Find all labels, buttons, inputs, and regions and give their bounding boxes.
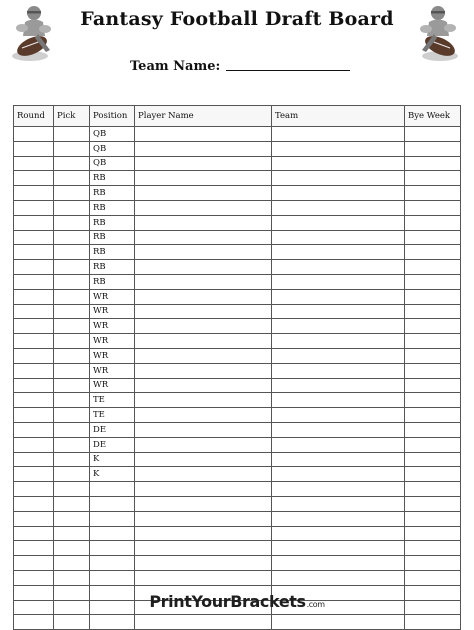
bye-week-cell[interactable] xyxy=(405,467,461,482)
round-cell[interactable] xyxy=(14,156,54,171)
bye-week-cell[interactable] xyxy=(405,245,461,260)
table-row xyxy=(14,186,461,201)
table-row xyxy=(14,127,461,142)
table-row xyxy=(14,319,461,334)
table-row xyxy=(14,141,461,156)
player-name-cell[interactable] xyxy=(135,437,272,452)
position-cell: RB xyxy=(90,186,135,201)
round-cell[interactable] xyxy=(14,319,54,334)
column-header-team: Team xyxy=(272,106,405,127)
position-cell: TE xyxy=(90,408,135,423)
table-row xyxy=(14,200,461,215)
player-name-cell[interactable] xyxy=(135,156,272,171)
table-row xyxy=(14,496,461,511)
bye-week-cell[interactable] xyxy=(405,408,461,423)
team-cell[interactable] xyxy=(272,408,405,423)
position-cell: RB xyxy=(90,230,135,245)
table-row xyxy=(14,526,461,541)
team-cell[interactable] xyxy=(272,171,405,186)
table-row xyxy=(14,452,461,467)
bye-week-cell[interactable] xyxy=(405,393,461,408)
position-cell: WR xyxy=(90,334,135,349)
round-cell[interactable] xyxy=(14,215,54,230)
team-cell[interactable] xyxy=(272,482,405,497)
position-cell: K xyxy=(90,467,135,482)
round-cell[interactable] xyxy=(14,437,54,452)
bye-week-cell[interactable] xyxy=(405,348,461,363)
pick-cell[interactable] xyxy=(54,230,90,245)
team-cell[interactable] xyxy=(272,304,405,319)
position-cell: TE xyxy=(90,393,135,408)
brand-name: PrintYourBrackets xyxy=(149,592,306,611)
player-name-cell[interactable] xyxy=(135,245,272,260)
pick-cell[interactable] xyxy=(54,556,90,571)
player-name-cell[interactable] xyxy=(135,378,272,393)
player-name-cell[interactable] xyxy=(135,452,272,467)
bye-week-cell[interactable] xyxy=(405,127,461,142)
round-cell[interactable] xyxy=(14,526,54,541)
bye-week-cell[interactable] xyxy=(405,215,461,230)
draft-board-table xyxy=(13,105,461,630)
bye-week-cell[interactable] xyxy=(405,615,461,630)
bye-week-cell[interactable] xyxy=(405,511,461,526)
bye-week-cell[interactable] xyxy=(405,363,461,378)
pick-cell[interactable] xyxy=(54,363,90,378)
pick-cell[interactable] xyxy=(54,452,90,467)
pick-cell[interactable] xyxy=(54,141,90,156)
position-cell xyxy=(90,615,135,630)
round-cell[interactable] xyxy=(14,245,54,260)
position-cell xyxy=(90,570,135,585)
team-cell[interactable] xyxy=(272,156,405,171)
pick-cell[interactable] xyxy=(54,319,90,334)
position-cell: RB xyxy=(90,215,135,230)
table-row xyxy=(14,511,461,526)
player-name-cell[interactable] xyxy=(135,274,272,289)
table-row xyxy=(14,570,461,585)
column-header-pick: Pick xyxy=(54,106,90,127)
player-name-cell[interactable] xyxy=(135,348,272,363)
round-cell[interactable] xyxy=(14,304,54,319)
table-row xyxy=(14,541,461,556)
player-name-cell[interactable] xyxy=(135,260,272,275)
bye-week-cell[interactable] xyxy=(405,496,461,511)
round-cell[interactable] xyxy=(14,615,54,630)
position-cell: WR xyxy=(90,289,135,304)
table-row xyxy=(14,215,461,230)
bye-week-cell[interactable] xyxy=(405,171,461,186)
bye-week-cell[interactable] xyxy=(405,260,461,275)
player-name-cell[interactable] xyxy=(135,422,272,437)
position-cell: RB xyxy=(90,274,135,289)
pick-cell[interactable] xyxy=(54,467,90,482)
position-cell: WR xyxy=(90,378,135,393)
team-name-field xyxy=(130,58,350,74)
player-name-cell[interactable] xyxy=(135,526,272,541)
table-row xyxy=(14,556,461,571)
pick-cell[interactable] xyxy=(54,260,90,275)
player-name-cell[interactable] xyxy=(135,334,272,349)
team-cell[interactable] xyxy=(272,230,405,245)
team-cell[interactable] xyxy=(272,274,405,289)
team-cell[interactable] xyxy=(272,452,405,467)
bye-week-cell[interactable] xyxy=(405,141,461,156)
pick-cell[interactable] xyxy=(54,496,90,511)
team-cell[interactable] xyxy=(272,422,405,437)
position-cell: K xyxy=(90,452,135,467)
round-cell[interactable] xyxy=(14,260,54,275)
position-cell xyxy=(90,511,135,526)
table-row xyxy=(14,467,461,482)
player-name-cell[interactable] xyxy=(135,186,272,201)
column-header-position: Position xyxy=(90,106,135,127)
round-cell[interactable] xyxy=(14,141,54,156)
team-cell[interactable] xyxy=(272,615,405,630)
team-cell[interactable] xyxy=(272,186,405,201)
bye-week-cell[interactable] xyxy=(405,437,461,452)
pick-cell[interactable] xyxy=(54,393,90,408)
team-cell[interactable] xyxy=(272,541,405,556)
bye-week-cell[interactable] xyxy=(405,541,461,556)
player-name-cell[interactable] xyxy=(135,556,272,571)
pick-cell[interactable] xyxy=(54,541,90,556)
table-row xyxy=(14,230,461,245)
table-row xyxy=(14,334,461,349)
column-header-bye-week: Bye Week xyxy=(405,106,461,127)
pick-cell[interactable] xyxy=(54,422,90,437)
player-name-cell[interactable] xyxy=(135,408,272,423)
position-cell: RB xyxy=(90,260,135,275)
pick-cell[interactable] xyxy=(54,511,90,526)
player-name-cell[interactable] xyxy=(135,304,272,319)
round-cell[interactable] xyxy=(14,348,54,363)
pick-cell[interactable] xyxy=(54,200,90,215)
pick-cell[interactable] xyxy=(54,127,90,142)
bye-week-cell[interactable] xyxy=(405,289,461,304)
team-cell[interactable] xyxy=(272,511,405,526)
team-cell[interactable] xyxy=(272,556,405,571)
pick-cell[interactable] xyxy=(54,245,90,260)
position-cell xyxy=(90,526,135,541)
table-row xyxy=(14,482,461,497)
team-cell[interactable] xyxy=(272,245,405,260)
bye-week-cell[interactable] xyxy=(405,556,461,571)
player-name-cell[interactable] xyxy=(135,200,272,215)
pick-cell[interactable] xyxy=(54,274,90,289)
round-cell[interactable] xyxy=(14,393,54,408)
team-cell[interactable] xyxy=(272,141,405,156)
team-cell[interactable] xyxy=(272,378,405,393)
bye-week-cell[interactable] xyxy=(405,304,461,319)
page-title: Fantasy Football Draft Board xyxy=(80,8,394,30)
team-cell[interactable] xyxy=(272,348,405,363)
player-name-cell[interactable] xyxy=(135,127,272,142)
round-cell[interactable] xyxy=(14,230,54,245)
player-name-cell[interactable] xyxy=(135,289,272,304)
round-cell[interactable] xyxy=(14,408,54,423)
team-name-label: Team Name: xyxy=(130,59,221,74)
bye-week-cell[interactable] xyxy=(405,319,461,334)
team-cell[interactable] xyxy=(272,393,405,408)
bye-week-cell[interactable] xyxy=(405,452,461,467)
pick-cell[interactable] xyxy=(54,378,90,393)
position-cell: QB xyxy=(90,141,135,156)
pick-cell[interactable] xyxy=(54,408,90,423)
table-row xyxy=(14,408,461,423)
table-row xyxy=(14,348,461,363)
bye-week-cell[interactable] xyxy=(405,186,461,201)
round-cell[interactable] xyxy=(14,127,54,142)
bye-week-cell[interactable] xyxy=(405,526,461,541)
player-name-cell[interactable] xyxy=(135,141,272,156)
player-name-cell[interactable] xyxy=(135,363,272,378)
round-cell[interactable] xyxy=(14,556,54,571)
bye-week-cell[interactable] xyxy=(405,422,461,437)
pick-cell[interactable] xyxy=(54,215,90,230)
player-name-cell[interactable] xyxy=(135,496,272,511)
position-cell: QB xyxy=(90,156,135,171)
player-name-cell[interactable] xyxy=(135,467,272,482)
team-cell[interactable] xyxy=(272,127,405,142)
pick-cell[interactable] xyxy=(54,615,90,630)
player-name-cell[interactable] xyxy=(135,215,272,230)
bye-week-cell[interactable] xyxy=(405,378,461,393)
position-cell: DE xyxy=(90,422,135,437)
round-cell[interactable] xyxy=(14,274,54,289)
column-header-round: Round xyxy=(14,106,54,127)
player-name-cell[interactable] xyxy=(135,230,272,245)
position-cell: WR xyxy=(90,319,135,334)
position-cell xyxy=(90,496,135,511)
bye-week-cell[interactable] xyxy=(405,200,461,215)
table-row xyxy=(14,393,461,408)
table-row xyxy=(14,245,461,260)
round-cell[interactable] xyxy=(14,541,54,556)
table-row xyxy=(14,437,461,452)
table-header-row xyxy=(14,106,461,127)
draft-board-body xyxy=(14,127,461,630)
pick-cell[interactable] xyxy=(54,334,90,349)
pick-cell[interactable] xyxy=(54,304,90,319)
position-cell: DE xyxy=(90,437,135,452)
team-cell[interactable] xyxy=(272,200,405,215)
team-cell[interactable] xyxy=(272,363,405,378)
table-row xyxy=(14,274,461,289)
pick-cell[interactable] xyxy=(54,156,90,171)
player-name-cell[interactable] xyxy=(135,570,272,585)
round-cell[interactable] xyxy=(14,452,54,467)
position-cell xyxy=(90,541,135,556)
position-cell xyxy=(90,556,135,571)
team-cell[interactable] xyxy=(272,496,405,511)
team-cell[interactable] xyxy=(272,467,405,482)
team-cell[interactable] xyxy=(272,289,405,304)
position-cell: RB xyxy=(90,245,135,260)
bye-week-cell[interactable] xyxy=(405,230,461,245)
round-cell[interactable] xyxy=(14,334,54,349)
round-cell[interactable] xyxy=(14,496,54,511)
team-cell[interactable] xyxy=(272,526,405,541)
round-cell[interactable] xyxy=(14,467,54,482)
round-cell[interactable] xyxy=(14,186,54,201)
round-cell[interactable] xyxy=(14,200,54,215)
pick-cell[interactable] xyxy=(54,348,90,363)
pick-cell[interactable] xyxy=(54,570,90,585)
table-row xyxy=(14,260,461,275)
round-cell[interactable] xyxy=(14,378,54,393)
table-row xyxy=(14,615,461,630)
table-row xyxy=(14,422,461,437)
round-cell[interactable] xyxy=(14,289,54,304)
player-name-cell[interactable] xyxy=(135,511,272,526)
column-header-player-name: Player Name xyxy=(135,106,272,127)
pick-cell[interactable] xyxy=(54,171,90,186)
pick-cell[interactable] xyxy=(54,289,90,304)
brand-suffix: .com xyxy=(306,600,325,609)
round-cell[interactable] xyxy=(14,363,54,378)
table-row xyxy=(14,378,461,393)
bye-week-cell[interactable] xyxy=(405,482,461,497)
player-name-cell[interactable] xyxy=(135,319,272,334)
round-cell[interactable] xyxy=(14,422,54,437)
round-cell[interactable] xyxy=(14,570,54,585)
team-cell[interactable] xyxy=(272,570,405,585)
position-cell: WR xyxy=(90,348,135,363)
team-name-blank[interactable] xyxy=(226,58,350,71)
table-row xyxy=(14,171,461,186)
position-cell: WR xyxy=(90,363,135,378)
player-name-cell[interactable] xyxy=(135,482,272,497)
position-cell: RB xyxy=(90,171,135,186)
table-row xyxy=(14,363,461,378)
table-row xyxy=(14,156,461,171)
team-cell[interactable] xyxy=(272,437,405,452)
team-cell[interactable] xyxy=(272,334,405,349)
round-cell[interactable] xyxy=(14,482,54,497)
position-cell xyxy=(90,482,135,497)
team-cell[interactable] xyxy=(272,319,405,334)
position-cell: WR xyxy=(90,304,135,319)
round-cell[interactable] xyxy=(14,171,54,186)
player-name-cell[interactable] xyxy=(135,615,272,630)
player-name-cell[interactable] xyxy=(135,541,272,556)
team-cell[interactable] xyxy=(272,215,405,230)
position-cell: RB xyxy=(90,200,135,215)
bye-week-cell[interactable] xyxy=(405,334,461,349)
pick-cell[interactable] xyxy=(54,186,90,201)
bye-week-cell[interactable] xyxy=(405,570,461,585)
bye-week-cell[interactable] xyxy=(405,274,461,289)
pick-cell[interactable] xyxy=(54,437,90,452)
team-cell[interactable] xyxy=(272,260,405,275)
table-row xyxy=(14,304,461,319)
position-cell: QB xyxy=(90,127,135,142)
round-cell[interactable] xyxy=(14,511,54,526)
brand-logo xyxy=(0,592,474,611)
table-row xyxy=(14,289,461,304)
pick-cell[interactable] xyxy=(54,482,90,497)
pick-cell[interactable] xyxy=(54,526,90,541)
bye-week-cell[interactable] xyxy=(405,156,461,171)
player-name-cell[interactable] xyxy=(135,393,272,408)
player-name-cell[interactable] xyxy=(135,171,272,186)
